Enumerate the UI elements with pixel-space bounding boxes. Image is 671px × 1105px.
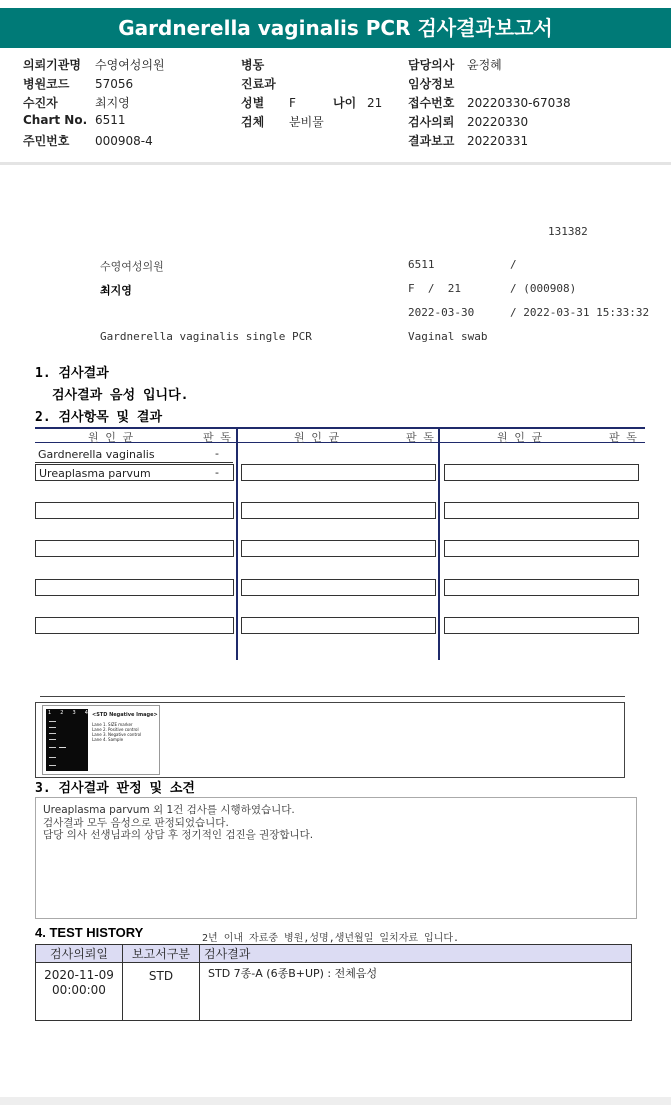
col-header-judge: 판 독 <box>609 431 637 444</box>
meta-value: 57056 <box>95 77 134 91</box>
meta-label: 임상정보 <box>408 77 455 91</box>
meta-value: 20220330 <box>467 115 529 129</box>
gel-band <box>49 747 56 748</box>
result-cell <box>35 617 234 634</box>
meta-value: F <box>289 96 296 110</box>
header-separator <box>0 162 671 165</box>
history-col-result: 검사결과 <box>200 945 632 963</box>
meta-label: 수진자 <box>23 96 58 110</box>
report-slash: / <box>510 258 517 271</box>
result-cell <box>35 579 234 596</box>
report-code: 131382 <box>548 225 588 238</box>
col-header-judge: 판 독 <box>406 431 434 444</box>
report-datetime: / 2022-03-31 15:33:32 <box>510 306 650 319</box>
section1-heading: 1. 검사결과 <box>35 366 109 381</box>
report-birth: / (000908) <box>510 282 577 295</box>
result-cell <box>241 502 436 519</box>
gel-legend-item: Lane 3. Negative control <box>92 732 142 737</box>
gel-band <box>49 727 56 728</box>
meta-value: 최지영 <box>95 96 130 110</box>
gel-image <box>42 705 160 775</box>
result-cell <box>35 540 234 557</box>
gel-band <box>49 721 56 722</box>
meta-label: 검사의뢰 <box>408 115 455 129</box>
col-header-pathogen: 원 인 균 <box>88 431 134 444</box>
gel-lane-numbers <box>48 710 88 716</box>
gel-band <box>49 757 56 758</box>
section2-heading: 2. 검사항목 및 결과 <box>35 410 163 425</box>
history-date: 2020-11-09 <box>44 968 114 982</box>
gel-title: <STD Negative Image> <box>92 712 158 718</box>
gel-band <box>49 765 56 766</box>
meta-value: 20220331 <box>467 134 529 148</box>
gel-band <box>49 733 56 734</box>
history-time: 00:00:00 <box>52 983 106 997</box>
result-cell <box>241 579 436 596</box>
gel-photo <box>46 709 88 771</box>
meta-label: 진료과 <box>241 77 276 91</box>
column-divider <box>438 427 440 660</box>
age-label: 나이 <box>333 96 357 110</box>
report-patient: 최지영 <box>100 284 132 297</box>
meta-value: 윤정혜 <box>467 58 502 72</box>
history-col-date: 검사의뢰일 <box>36 945 123 963</box>
gel-lane-number: 3 <box>72 710 76 716</box>
meta-label: 주민번호 <box>23 134 70 148</box>
result-cell <box>241 540 436 557</box>
col-header-pathogen: 원 인 균 <box>294 431 340 444</box>
history-result: STD 7종-A (6종B+UP) : 전체음성 <box>200 963 632 1021</box>
meta-value: 20220330-67038 <box>467 96 571 110</box>
gel-divider <box>40 696 625 697</box>
gel-lane-number: 2 <box>60 710 64 716</box>
gel-lane-number: 4 <box>84 710 88 716</box>
meta-value: 분비물 <box>289 115 324 129</box>
opinion-line: Ureaplasma parvum 외 1건 검사를 시행하였습니다. <box>43 804 295 816</box>
gel-legend-item: Lane 4. Sample <box>92 737 124 742</box>
meta-label: 접수번호 <box>408 96 455 110</box>
meta-col-3 <box>408 56 571 151</box>
col-header-pathogen: 원 인 균 <box>497 431 543 444</box>
column-divider <box>236 427 238 660</box>
meta-value: 6511 <box>95 113 126 127</box>
meta-value: 000908-4 <box>95 134 153 148</box>
history-col-type: 보고서구분 <box>123 945 200 963</box>
report-request-date: 2022-03-30 <box>408 306 475 319</box>
section4-heading: 4. TEST HISTORY <box>35 925 144 940</box>
meta-label: 병원코드 <box>23 77 70 91</box>
opinion-line: 검사결과 모두 음성으로 판정되었습니다. <box>43 817 229 829</box>
bottom-bar <box>0 1097 671 1105</box>
report-specimen: Vaginal swab <box>408 330 488 343</box>
gel-legend-item: Lane 1. SIZE marker <box>92 722 133 727</box>
section1-text: 검사결과 음성 입니다. <box>52 388 189 403</box>
meta-label: Chart No. <box>23 113 88 127</box>
opinion-line: 담당 의사 선생님과의 상담 후 정기적인 검진을 권장합니다. <box>43 829 314 841</box>
meta-col-1 <box>23 56 165 151</box>
meta-label: 담당의사 <box>408 58 455 72</box>
result-item-judge: - <box>215 447 219 460</box>
table-row <box>36 963 632 1021</box>
meta-label: 결과보고 <box>408 134 455 148</box>
result-item-name: Ureaplasma parvum <box>39 467 151 480</box>
result-item-judge: - <box>215 466 219 479</box>
result-cell <box>444 502 639 519</box>
meta-label: 의뢰기관명 <box>23 58 81 72</box>
result-cell <box>444 579 639 596</box>
history-note: 2년 이내 자료중 병원,성명,생년월일 일치자료 입니다. <box>202 933 460 944</box>
gel-band <box>49 739 56 740</box>
age-value: 21 <box>367 96 383 110</box>
history-table <box>35 944 632 1021</box>
report-sex-age: F / 21 <box>408 282 461 295</box>
col-header-judge: 판 독 <box>203 431 231 444</box>
history-header-row <box>36 945 632 963</box>
result-item-name: Gardnerella vaginalis <box>38 448 155 461</box>
report-test-name: Gardnerella vaginalis single PCR <box>100 330 312 343</box>
history-type: STD <box>123 963 200 1021</box>
gel-legend-item: Lane 2. Positive control <box>92 727 139 732</box>
meta-label: 성별 <box>241 96 265 110</box>
report-chart-no: 6511 <box>408 258 435 271</box>
history-date-cell <box>36 963 123 1021</box>
result-cell <box>35 502 234 519</box>
report-title: Gardnerella vaginalis PCR 검사결과보고서 <box>0 8 671 48</box>
section3-heading: 3. 검사결과 판정 및 소견 <box>35 781 195 796</box>
result-row-line <box>35 462 233 463</box>
gel-lane-number: 1 <box>48 710 52 716</box>
result-cell <box>241 464 436 481</box>
meta-col-2 <box>241 56 382 132</box>
meta-label: 병동 <box>241 58 265 72</box>
result-cell <box>444 617 639 634</box>
gel-legend <box>92 722 141 742</box>
result-cell <box>444 464 639 481</box>
gel-band <box>59 747 66 748</box>
result-cell <box>444 540 639 557</box>
result-cell <box>241 617 436 634</box>
report-clinic: 수영여성의원 <box>100 260 164 273</box>
meta-label: 검체 <box>241 115 265 129</box>
meta-value: 수영여성의원 <box>95 58 165 72</box>
